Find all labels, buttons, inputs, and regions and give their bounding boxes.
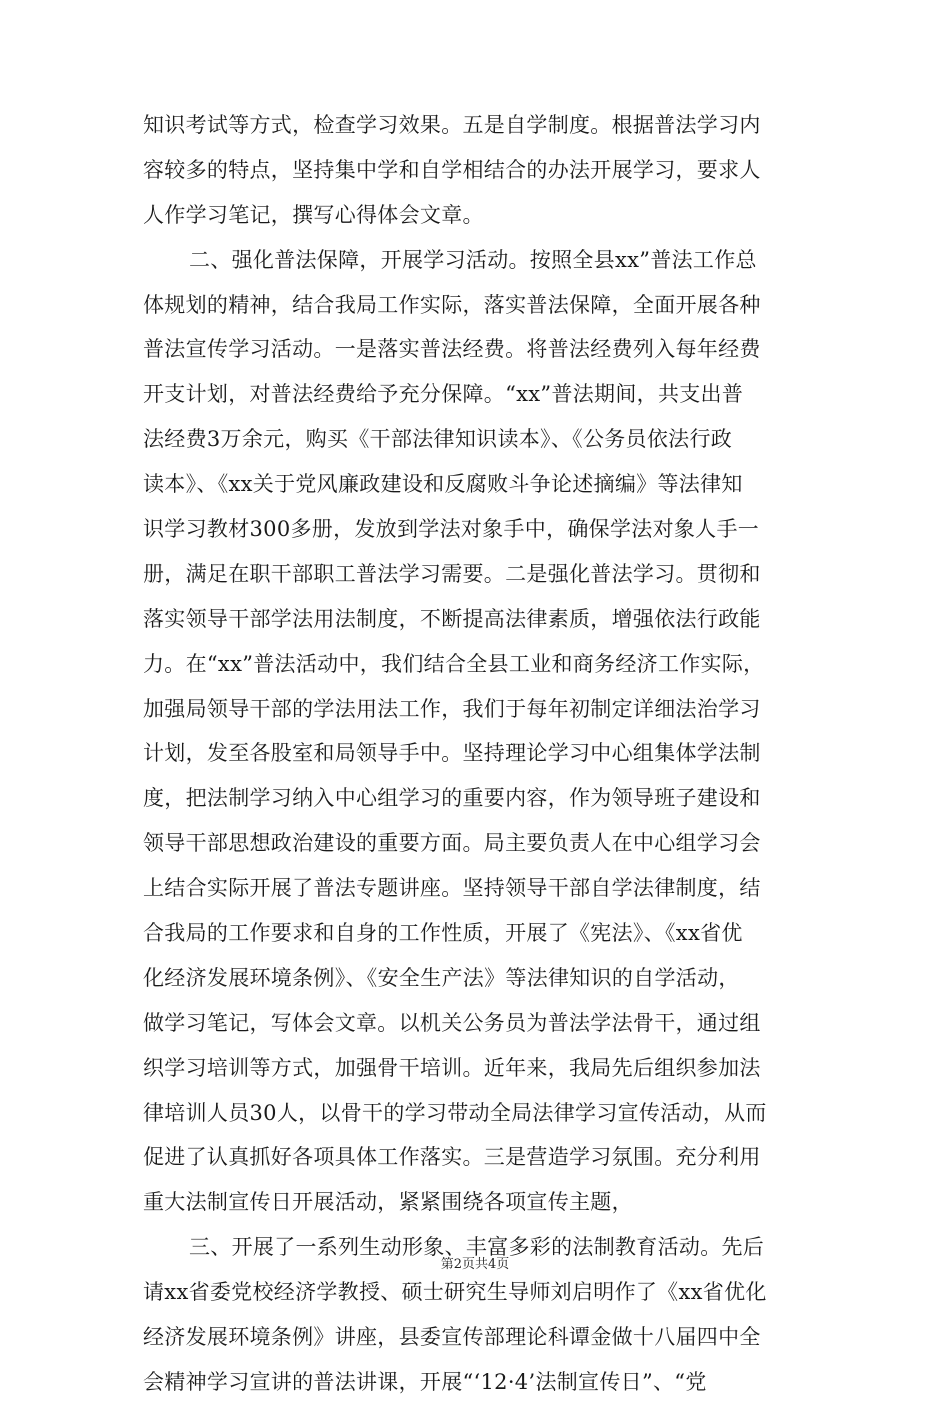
text-line: 人作学习笔记，撰写心得体会文章。 (143, 202, 484, 227)
text-line: 加强局领导干部的学法用法工作，我们于每年初制定详细法治学习 (143, 696, 761, 721)
text-line: 读本》、《xx关于党风廉政建设和反腐败斗争论述摘编》等法律知 (143, 472, 743, 497)
text-line: 做学习笔记，写体会文章。以机关公务员为普法学法骨干，通过组 (143, 1010, 761, 1035)
text-line: 领导干部思想政治建设的重要方面。局主要负责人在中心组学习会 (143, 831, 761, 856)
text-line: 上结合实际开展了普法专题讲座。坚持领导干部自学法律制度，结 (143, 876, 761, 901)
text-line: 计划，发至各股室和局领导手中。坚持理论学习中心组集体学法制 (143, 741, 761, 766)
paragraph-1 (143, 103, 807, 238)
text-line: 请xx省委党校经济学教授、硕士研究生导师刘启明作了《xx省优化 (143, 1280, 767, 1305)
text-line: 合我局的工作要求和自身的工作性质，开展了《宪法》、《xx省优 (143, 921, 743, 946)
text-line: 普法宣传学习活动。一是落实普法经费。将普法经费列入每年经费 (143, 337, 761, 362)
text-line: 二、强化普法保障，开展学习活动。按照全县xx”普法工作总 (189, 247, 757, 272)
text-line: 促进了认真抓好各项具体工作落实。三是营造学习氛围。充分利用 (143, 1145, 761, 1170)
text-line: 法经费3万余元，购买《干部法律知识读本》、《公务员依法行政 (143, 427, 733, 452)
document-body (143, 103, 807, 1405)
text-line: 体规划的精神，结合我局工作实际，落实普法保障，全面开展各种 (143, 292, 761, 317)
text-line: 落实领导干部学法用法制度，不断提高法律素质，增强依法行政能 (143, 606, 761, 631)
page-number: 第2页共4页 (440, 1257, 510, 1272)
text-line: 度，把法制学习纳入中心组学习的重要内容，作为领导班子建设和 (143, 786, 761, 811)
text-line: 容较多的特点，坚持集中学和自学相结合的办法开展学习，要求人 (143, 157, 761, 182)
text-line: 律培训人员30人，以骨干的学习带动全局法律学习宣传活动，从而 (143, 1100, 767, 1125)
text-line: 三、开展了一系列生动形象、丰富多彩的法制教育活动。先后 (189, 1235, 765, 1260)
text-line: 织学习培训等方式，加强骨干培训。近年来，我局先后组织参加法 (143, 1055, 761, 1080)
text-line: 化经济发展环境条例》、《安全生产法》等法律知识的自学活动， (143, 965, 740, 990)
text-line: 重大法制宣传日开展活动，紧紧围绕各项宣传主题， (143, 1190, 633, 1215)
text-line: 识学习教材300多册，发放到学法对象手中，确保学法对象人手一 (143, 517, 760, 542)
text-line: 开支计划，对普法经费给予充分保障。“xx”普法期间，共支出普 (143, 382, 744, 407)
text-line: 力。在“xx”普法活动中，我们结合全县工业和商务经济工作实际， (143, 651, 765, 676)
paragraph-2 (143, 238, 807, 1226)
text-line: 知识考试等方式，检查学习效果。五是自学制度。根据普法学习内 (143, 113, 761, 137)
text-line: 经济发展环境条例》讲座，县委宣传部理论科谭金做十八届四中全 (143, 1325, 761, 1350)
text-line: 册，满足在职干部职工普法学习需要。二是强化普法学习。贯彻和 (143, 561, 761, 586)
text-line: 会精神学习宣讲的普法讲课，开展“‘12·4’法制宣传日”、“党 (143, 1369, 707, 1394)
